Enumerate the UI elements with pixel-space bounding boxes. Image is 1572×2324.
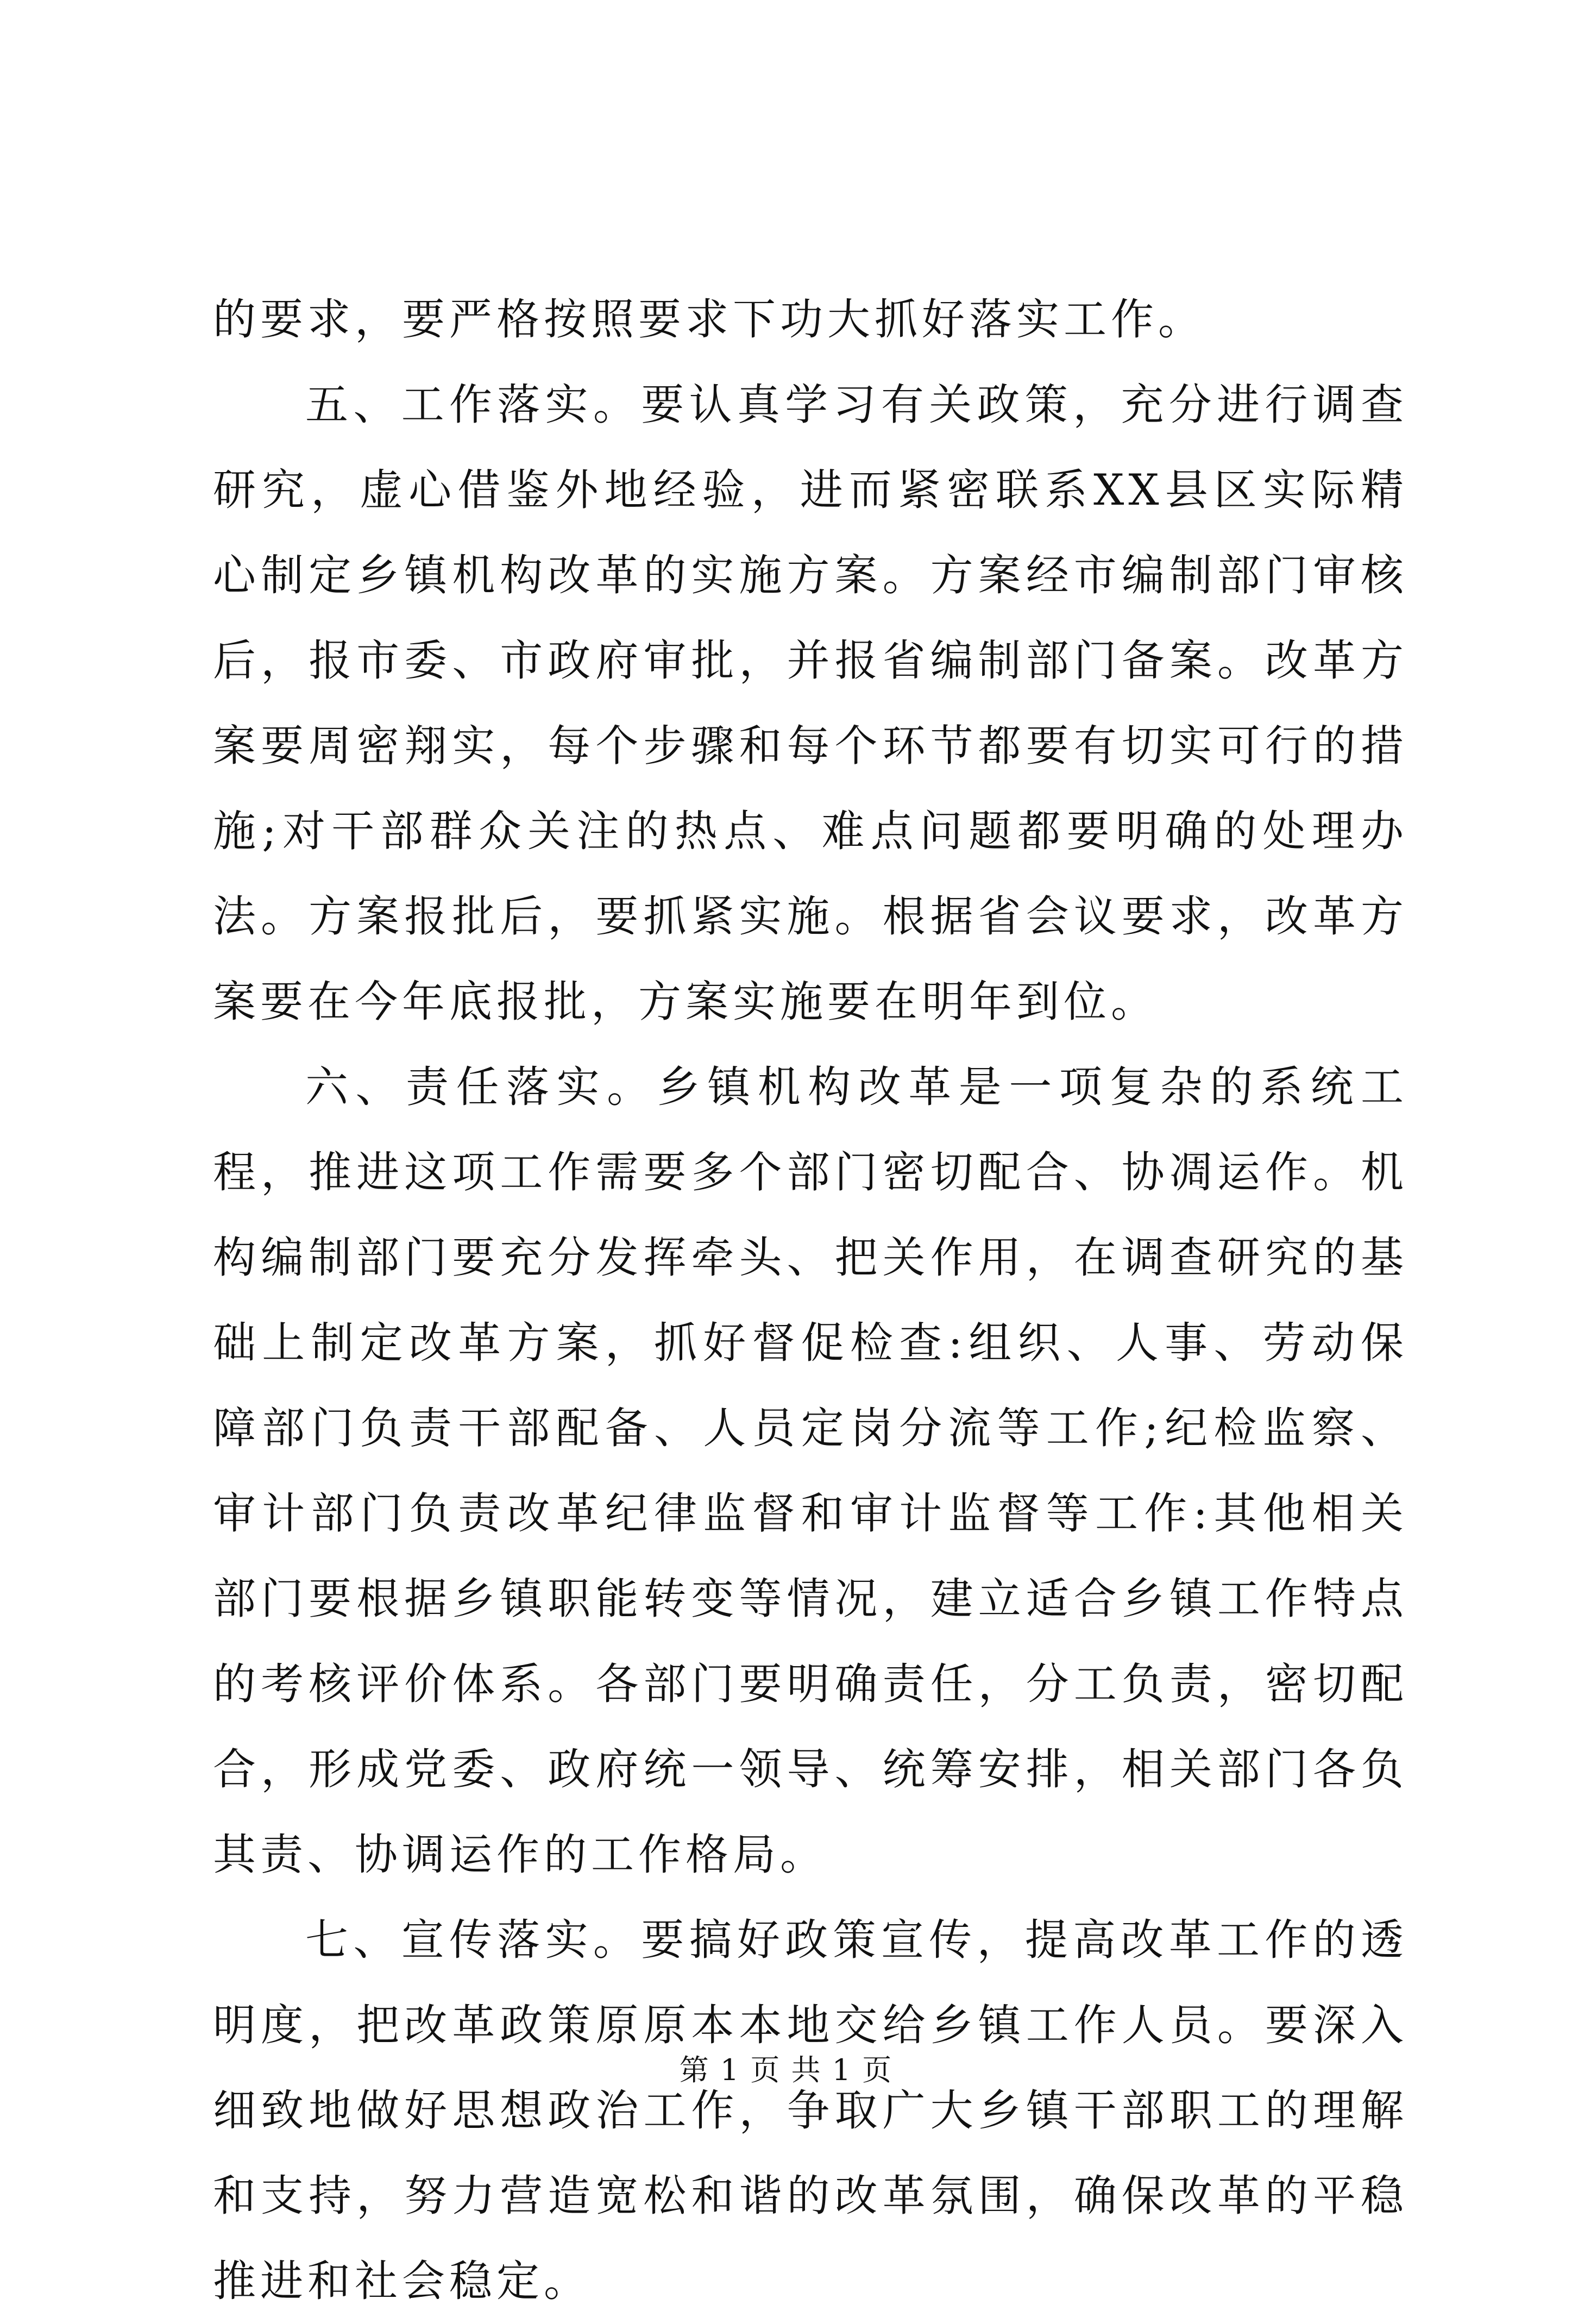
document-body [213, 277, 1408, 2324]
paragraph-responsibility-implementation: 六、责任落实。乡镇机构改革是一项复杂的系统工程，推进这项工作需要多个部门密切配合、协凋运作。机构编制部门要充分发挥牵头、把关作用，在调查研究的基础上制定改革方案，抓好督促检查:组织、人事、劳动保障部门负责干部配备、人员定岗分流等工作;纪检监察、审计部门负责改革纪律监督和审计监督等工作:其他相关部门要根据乡镇职能转变等情况，建立适合乡镇工作特点的考核评价体系。各部门要明确责任，分工负责，密切配合，形成党委、政府统一领导、统筹安排，相关部门各负其责、协调运作的工作格局。 [213, 1062, 1408, 1880]
paragraph-work-implementation: 五、工作落实。要认真学习有关政策，充分进行调查研究，虚心借鉴外地经验，进而紧密联系XX县区实际精心制定乡镇机构改革的实施方案。方案经市编制部门审核后，报市委、市政府审批，并报省编制部门备案。改革方案要周密翔实，每个步骤和每个环节都要有切实可行的措施;对干部群众关注的热点、难点问题都要明确的处理办法。方案报批后，要抓紧实施。根据省会议要求，改革方案要在今年底报批，方案实施要在明年到位。 [213, 380, 1408, 1027]
paragraph-publicity-implementation: 七、宣传落实。要搞好政策宣传，提高改革工作的透明度，把改革政策原原本本地交给乡镇工作人员。要深入细致地做好思想政治工作，争取广大乡镇干部职工的理解和支持，努力营造宽松和谐的改革氛围，确保改革的平稳推进和社会稳定。 [213, 1915, 1408, 2306]
page-footer: 第 1 页 共 1 页 [679, 2053, 893, 2087]
paragraph-continuation: 的要求，要严格按照要求下功大抓好落实工作。 [213, 294, 1205, 344]
